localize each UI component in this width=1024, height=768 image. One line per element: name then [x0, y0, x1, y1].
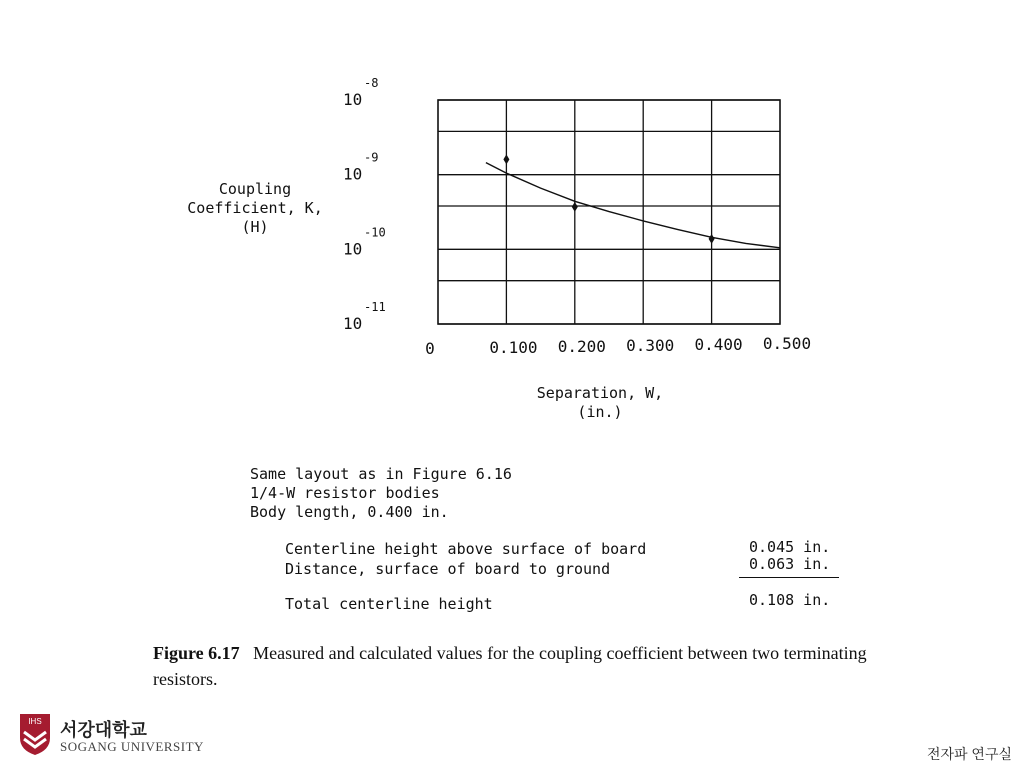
x-tick-label: 0.200	[557, 337, 606, 356]
table-total-value: 0.108 in.	[749, 591, 831, 609]
y-tick-label: 10	[343, 239, 363, 259]
table-row-label: Centerline height above surface of board	[285, 540, 647, 558]
table-total-label: Total centerline height	[285, 595, 493, 613]
shield-text: IHS	[28, 717, 42, 726]
y-tick-exponent: -9	[364, 150, 379, 165]
figure-number: Figure 6.17	[153, 643, 240, 663]
x-tick-label: 0	[425, 339, 435, 358]
layout-notes	[250, 465, 512, 522]
university-logo	[18, 712, 218, 760]
figure-caption	[153, 640, 883, 692]
x-axis-label: Separation, W, (in.)	[536, 384, 664, 421]
sum-rule	[739, 577, 839, 578]
chart-series	[486, 154, 780, 247]
y-axis-ticks	[343, 76, 386, 333]
y-tick-label: 10	[343, 164, 363, 184]
lab-name: 전자파 연구실	[926, 746, 1012, 762]
x-tick-label: 0.100	[489, 338, 538, 357]
note-line: Body length, 0.400 in.	[250, 503, 449, 521]
y-tick-label: 10	[343, 314, 363, 333]
x-tick-label: 0.500	[762, 334, 812, 353]
y-tick-exponent: -11	[364, 300, 386, 314]
logo-korean: 서강대학교	[60, 720, 147, 740]
figure-text: Measured and calculated values for the coupling coefficient between two terminating resistors.	[153, 643, 867, 689]
logo-english: SOGANG UNIVERSITY	[60, 739, 204, 754]
x-tick-label: 0.300	[626, 336, 675, 355]
y-tick-exponent: -10	[364, 225, 386, 240]
note-line: 1/4-W resistor bodies	[250, 484, 440, 502]
y-tick-label: 10	[343, 90, 363, 109]
measured-point	[709, 234, 715, 244]
note-line: Same layout as in Figure 6.16	[250, 465, 512, 483]
x-tick-label: 0.400	[694, 335, 743, 354]
y-axis-label: Coupling Coefficient, K, (H)	[187, 180, 323, 236]
measured-point	[503, 154, 509, 164]
table-row-value: 0.045 in.	[749, 538, 831, 556]
table-row-label: Distance, surface of board to ground	[285, 560, 611, 578]
measured-point	[572, 202, 578, 212]
x-axis-ticks	[425, 334, 811, 358]
y-tick-exponent: -8	[364, 76, 379, 90]
table-row-value: 0.063 in.	[749, 555, 831, 573]
shield-icon	[18, 712, 52, 756]
calculated-curve	[486, 163, 780, 248]
